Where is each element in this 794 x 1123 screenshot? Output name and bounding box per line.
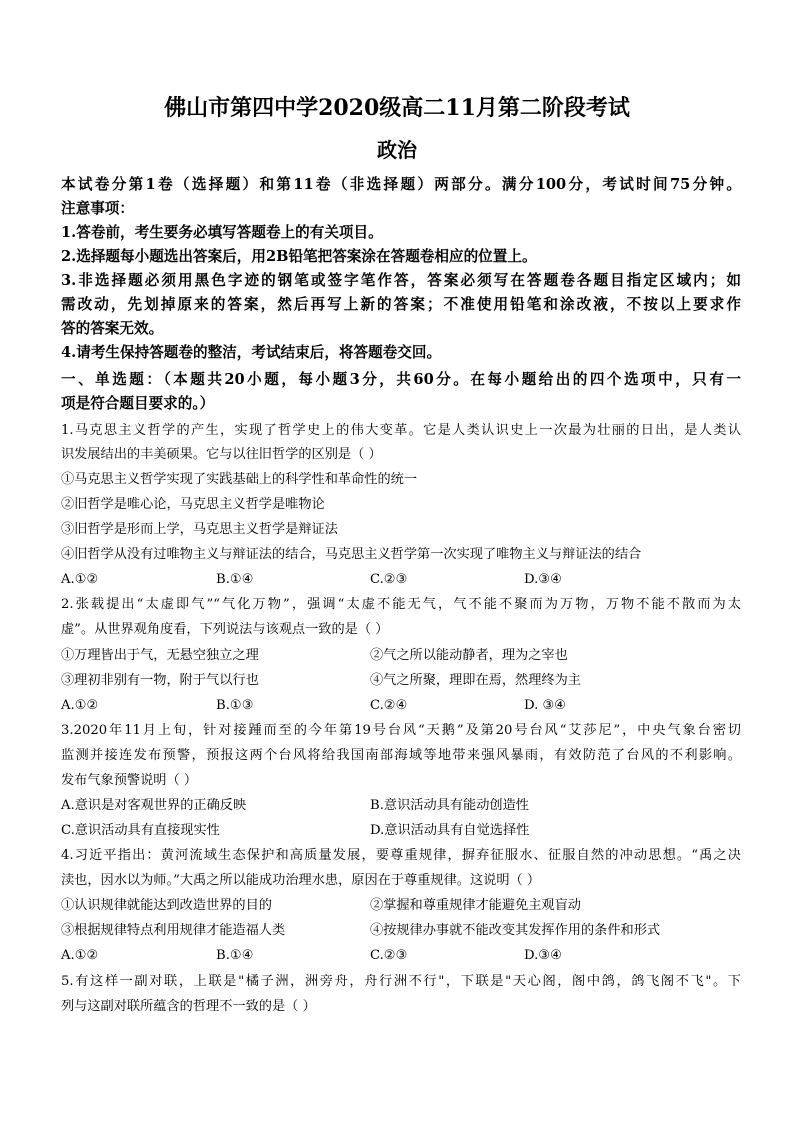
question-2-item: ④气之所聚，理即在焉，然理终为主 xyxy=(370,673,581,688)
option-b: B.①④ xyxy=(216,948,254,963)
question-3-options xyxy=(61,794,741,818)
question-1-options xyxy=(61,568,741,592)
notice-item: 2.选择题每小题选出答案后，用2B铅笔把答案涂在答题卷相应的位置上。 xyxy=(61,248,537,265)
question-4-stem-cont: 渎也，因水以为师。”大禹之所以能成功治理水患，原因在于尊重规律。这说明（ ） xyxy=(61,873,541,888)
question-4-items-row xyxy=(61,894,741,918)
question-4-options xyxy=(61,944,741,968)
notice-item: 答的答案无效。 xyxy=(61,320,164,337)
notice-heading: 注意事项： xyxy=(61,200,134,217)
option-c: C.②③ xyxy=(370,572,408,587)
option-d: D.③④ xyxy=(524,572,562,587)
question-4-item: ①认识规律就能达到改造世界的目的 xyxy=(61,898,272,913)
option-a: A.①② xyxy=(61,698,99,713)
question-4-item: ②掌握和尊重规律才能避免主观盲动 xyxy=(370,898,581,913)
notice-item: 需改动，先划掉原来的答案，然后再写上新的答案；不准使用铅笔和涂改液，不按以上要求作 xyxy=(61,296,741,313)
question-2-item: ③理初非别有一物，附于气以行也 xyxy=(61,673,259,688)
question-1-item: ③旧哲学是形而上学，马克思主义哲学是辩证法 xyxy=(61,522,338,537)
option-c: C.意识活动具有直接现实性 xyxy=(61,823,220,838)
exam-title: 佛山市第四中学2020级高二11月第二阶段考试 xyxy=(164,95,630,121)
question-4-item: ④按规律办事就不能改变其发挥作用的条件和形式 xyxy=(370,923,661,938)
option-b: B.①④ xyxy=(216,572,254,587)
notice-item: 3.非选择题必须用黑色字迹的钢笔或签字笔作答，答案必须写在答题卷各题目指定区域内；如 xyxy=(61,272,741,289)
question-2-item: ②气之所以能动静者，理为之宰也 xyxy=(370,648,568,663)
question-2-item: ①万理皆出于气，无悬空独立之理 xyxy=(61,648,259,663)
option-d: D. ③④ xyxy=(524,698,567,713)
notice-item: 1.答卷前，考生要务必填写答题卷上的有关项目。 xyxy=(61,224,383,241)
option-d: D.意识活动具有自觉选择性 xyxy=(370,823,530,838)
notice-item: 4.请考生保持答题卷的整洁，考试结束后，将答题卷交回。 xyxy=(61,344,442,361)
question-2-stem: 2.张载提出“太虚即气”“气化万物”，强调“太虚不能无气，气不能不聚而为万物，万物不能不散而为太 xyxy=(61,597,741,612)
question-3-stem-cont: 发布气象预警说明（ ） xyxy=(61,773,198,788)
option-c: C.②④ xyxy=(370,698,408,713)
question-2-items-row xyxy=(61,644,741,668)
question-3-stem-cont: 监测并接连发布预警，预报这两个台风将给我国南部海域等地带来强风暴雨，有效防范了台风的不利影响。 xyxy=(61,748,741,763)
question-4-item: ③根据规律特点利用规律才能造福人类 xyxy=(61,923,286,938)
question-2-stem-cont: 虚”。从世界观角度看，下列说法与该观点一致的是（ ） xyxy=(61,622,389,637)
section-heading-cont: 项是符合题目要求的。） xyxy=(61,395,215,412)
option-c: C.②③ xyxy=(370,948,408,963)
option-a: A.①② xyxy=(61,572,99,587)
section-heading: 一、单选题：（本题共20小题，每小题3分，共60分。在每小题给出的四个选项中，只有一 xyxy=(61,371,741,388)
option-b: B.①③ xyxy=(216,698,254,713)
option-a: A.意识是对客观世界的正确反映 xyxy=(61,798,247,813)
question-5-stem-cont: 列与这副对联所蕴含的哲理不一致的是（ ） xyxy=(61,999,316,1014)
question-3-options xyxy=(61,819,741,843)
question-1-item: ②旧哲学是唯心论，马克思主义哲学是唯物论 xyxy=(61,497,325,512)
question-1-item: ④旧哲学从没有过唯物主义与辩证法的结合，马克思主义哲学第一次实现了唯物主义与辩证法的结合 xyxy=(61,547,642,562)
option-b: B.意识活动具有能动创造性 xyxy=(370,798,529,813)
question-1-item: ①马克思主义哲学实现了实践基础上的科学性和革命性的统一 xyxy=(61,472,418,487)
question-4-items-row xyxy=(61,919,741,943)
question-2-options xyxy=(61,694,741,718)
question-4-stem: 4.习近平指出：黄河流域生态保护和高质量发展，要尊重规律，摒弃征服水、征服自然的冲动思想。“禹之决 xyxy=(61,848,741,863)
subject-title: 政治 xyxy=(377,138,417,162)
question-2-items-row xyxy=(61,669,741,693)
exam-intro: 本试卷分第1卷（选择题）和第11卷（非选择题）两部分。满分100分，考试时间75分钟。 xyxy=(61,176,741,193)
option-d: D.③④ xyxy=(524,948,562,963)
question-1-stem: 1.马克思主义哲学的产生，实现了哲学史上的伟大变革。它是人类认识史上一次最为壮丽的日出，是人类认 xyxy=(61,423,741,438)
question-3-stem: 3.2020年11月上旬，针对接踵而至的今年第19号台风“天鹅”及第20号台风“艾莎尼”，中央气象台密切 xyxy=(61,723,741,738)
option-a: A.①② xyxy=(61,948,99,963)
question-5-stem: 5.有这样一副对联，上联是"橘子洲，洲旁舟，舟行洲不行"，下联是"天心阁，阁中鸽，鸽飞阁不飞"。下 xyxy=(61,974,741,989)
question-1-stem-cont: 识发展结出的丰美硕果。它与以往旧哲学的区别是（ ） xyxy=(61,447,382,462)
